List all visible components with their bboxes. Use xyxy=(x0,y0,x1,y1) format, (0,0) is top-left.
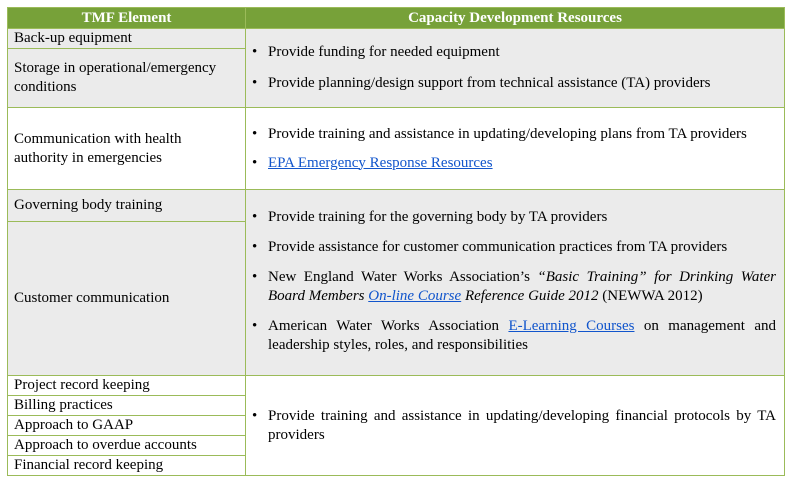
header-tmf-element: TMF Element xyxy=(8,8,246,29)
resources-emergency xyxy=(246,108,785,190)
element-financial-record: Financial record keeping xyxy=(8,456,246,476)
bullet-icon: • xyxy=(252,75,258,91)
list-item: • Provide training and assistance in updating/developing plans from TA providers xyxy=(252,125,747,142)
bullet-icon: • xyxy=(252,269,258,285)
element-customer-communication: Customer communication xyxy=(8,222,246,376)
bullet-icon: • xyxy=(252,239,258,255)
online-course-link[interactable]: On-line Course xyxy=(368,288,462,304)
list-item: • Provide planning/design support from technical assistance (TA) providers xyxy=(252,75,711,91)
resources-financial xyxy=(246,376,785,476)
list-item: • Provide training for the governing body by TA providers xyxy=(252,209,608,225)
list-item xyxy=(252,154,776,173)
list-item: • Provide training and assistance in updating/developing financial protocols by TA providers xyxy=(252,407,776,443)
list-item: • Provide funding for needed equipment xyxy=(252,44,500,60)
element-governing-body: Governing body training xyxy=(8,190,246,222)
bullet-icon: • xyxy=(252,318,258,334)
bullet-icon: • xyxy=(252,407,258,424)
tmf-capacity-table xyxy=(7,7,785,476)
element-gaap: Approach to GAAP xyxy=(8,416,246,436)
element-billing: Billing practices xyxy=(8,396,246,416)
bullet-icon: • xyxy=(252,209,258,225)
list-item: • American Water Works Association E-Learning Courses on management and leadership styles, roles, and responsibilities xyxy=(252,318,776,353)
bullet-icon: • xyxy=(252,44,258,60)
resources-equipment xyxy=(246,29,785,108)
epa-emergency-link[interactable]: EPA Emergency Response Resources xyxy=(268,154,493,171)
list-item: • New England Water Works Association’s “Basic Training” for Drinking Water Board Members On-line Course Reference Guide 2012 (NEWWA 2012) xyxy=(252,269,776,304)
element-storage: Storage in operational/emergency conditions xyxy=(8,49,246,108)
element-backup-equipment: Back-up equipment xyxy=(8,29,246,49)
header-capacity-resources: Capacity Development Resources xyxy=(246,8,785,29)
bullet-icon: • xyxy=(252,125,258,142)
element-communication-health: Communication with health authority in emergencies xyxy=(8,108,246,190)
resources-training xyxy=(246,190,785,376)
e-learning-courses-link[interactable]: E-Learning Courses xyxy=(508,318,635,334)
list-item: • Provide assistance for customer communication practices from TA providers xyxy=(252,239,728,255)
element-project-record: Project record keeping xyxy=(8,376,246,396)
bullet-icon: • xyxy=(252,154,258,171)
element-overdue: Approach to overdue accounts xyxy=(8,436,246,456)
